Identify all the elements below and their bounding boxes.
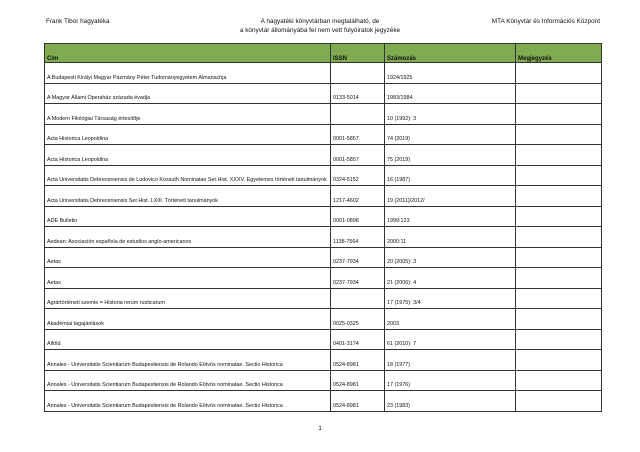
column-header-megjegyzes: Megjegyzés xyxy=(516,44,602,63)
table-body xyxy=(45,63,602,412)
table-row xyxy=(45,227,602,248)
header-left: Frank Tibor hagyatéka xyxy=(46,18,110,25)
cell-issn: 0001-5857 xyxy=(331,124,385,145)
cell-numbering: 23 (1983) xyxy=(385,391,516,412)
column-header-szamozas: Számozás xyxy=(385,44,516,63)
cell-issn: 0401-3174 xyxy=(331,329,385,350)
cell-note xyxy=(516,124,602,145)
cell-numbering: 2003 xyxy=(385,309,516,330)
table-row xyxy=(45,145,602,166)
title-line-2: a könyvtár állományába fel nem vett folyóiratok jegyzéke xyxy=(239,27,401,34)
cell-title: A Magyar Állami Operaház százada évadja xyxy=(45,83,331,104)
table-header-row xyxy=(45,44,602,63)
cell-numbering: 61 (2010): 7 xyxy=(385,329,516,350)
cell-numbering: 2000:11 xyxy=(385,227,516,248)
cell-note xyxy=(516,206,602,227)
cell-issn xyxy=(331,104,385,125)
cell-numbering: 16 (1987) xyxy=(385,165,516,186)
table-row xyxy=(45,350,602,371)
cell-note xyxy=(516,247,602,268)
cell-issn: 0001-5857 xyxy=(331,145,385,166)
cell-title: Aetas xyxy=(45,268,331,289)
header-right: MTA Könyvtár és Információs Központ xyxy=(491,18,600,25)
table-row xyxy=(45,288,602,309)
cell-title: A Modern Filológiai Társaság értesítője xyxy=(45,104,331,125)
cell-title: ADE Bulletin xyxy=(45,206,331,227)
cell-numbering: 21 (2006): 4 xyxy=(385,268,516,289)
cell-numbering: 74 (2019) xyxy=(385,124,516,145)
cell-title: Acta Universitatis Debreceniensis Ser.Hist. LXIII. Történeti tanulmányok xyxy=(45,186,331,207)
cell-note xyxy=(516,350,602,371)
cell-note xyxy=(516,227,602,248)
cell-numbering: 10 (1992): 3 xyxy=(385,104,516,125)
cell-title: Acta Historica Leopoldina xyxy=(45,145,331,166)
cell-numbering: 1983/1984 xyxy=(385,83,516,104)
cell-numbering: 1924/1925 xyxy=(385,63,516,84)
cell-issn: 0025-0325 xyxy=(331,309,385,330)
title-line-1: A hagyatéki könyvtárban megtalálható, de xyxy=(260,18,380,25)
cell-issn xyxy=(331,288,385,309)
table-row xyxy=(45,268,602,289)
cell-issn: 0324-5152 xyxy=(331,165,385,186)
cell-title: Annales - Universitatis Scientiarum Budapestiensis de Rolando Eötvös nominatae. Sectio Historica xyxy=(45,391,331,412)
cell-note xyxy=(516,309,602,330)
document-title xyxy=(200,17,440,35)
cell-issn: 0237-7934 xyxy=(331,268,385,289)
cell-note xyxy=(516,391,602,412)
column-header-cim: Cím xyxy=(45,44,331,63)
column-header-issn: ISSN xyxy=(331,44,385,63)
cell-title: A Budapesti Királyi Magyar Pázmány Péter Tudományegyetem Almanachja xyxy=(45,63,331,84)
cell-note xyxy=(516,83,602,104)
cell-title: Agrártörténeti szemle = Historia rerum rusticarum xyxy=(45,288,331,309)
cell-numbering: 20 (2005): 3 xyxy=(385,247,516,268)
table-row xyxy=(45,186,602,207)
cell-title: Aetas xyxy=(45,247,331,268)
page-number: 1 xyxy=(318,425,322,432)
table-row xyxy=(45,247,602,268)
cell-note xyxy=(516,104,602,125)
cell-note xyxy=(516,186,602,207)
cell-note xyxy=(516,329,602,350)
cell-numbering: 75 (2019) xyxy=(385,145,516,166)
cell-issn: 0524-8981 xyxy=(331,391,385,412)
cell-issn xyxy=(331,63,385,84)
cell-note xyxy=(516,165,602,186)
cell-title: Alföld xyxy=(45,329,331,350)
cell-issn: 0237-7934 xyxy=(331,247,385,268)
cell-note xyxy=(516,288,602,309)
table-row xyxy=(45,104,602,125)
cell-issn: 1138-7564 xyxy=(331,227,385,248)
cell-note xyxy=(516,63,602,84)
cell-title: Annales - Universitatis Scientiarum Budapestiensis de Rolando Eötvös nominatae. Sectio Historica xyxy=(45,350,331,371)
cell-numbering: 17 (1976) xyxy=(385,370,516,391)
table-row xyxy=(45,329,602,350)
table-row xyxy=(45,370,602,391)
table-row xyxy=(45,63,602,84)
cell-issn: 0133-5014 xyxy=(331,83,385,104)
cell-title: Acta Universitatis Debreceniensis de Ludovico Kossuth Nominatae Ser.Hist. XXXV. Egyetemes történeti tanulmányok xyxy=(45,165,331,186)
cell-title: Acta Historica Leopoldina xyxy=(45,124,331,145)
periodicals-table xyxy=(44,43,602,412)
cell-note xyxy=(516,370,602,391)
cell-note xyxy=(516,268,602,289)
cell-numbering: 19 (2011)/2012/ xyxy=(385,186,516,207)
cell-issn: 0524-8981 xyxy=(331,370,385,391)
table-row xyxy=(45,206,602,227)
table-row xyxy=(45,165,602,186)
cell-note xyxy=(516,145,602,166)
cell-issn: 0001-0898 xyxy=(331,206,385,227)
table-row xyxy=(45,309,602,330)
cell-issn: 1217-4602 xyxy=(331,186,385,207)
table-row xyxy=(45,83,602,104)
cell-numbering: 17 (1975): 3/4 xyxy=(385,288,516,309)
cell-issn: 0524-8981 xyxy=(331,350,385,371)
table-row xyxy=(45,391,602,412)
cell-numbering: 1999:123 xyxy=(385,206,516,227)
cell-title: Aedean: Asociación española de estudios anglo-americanos xyxy=(45,227,331,248)
cell-title: Akadémiai tagajánlások xyxy=(45,309,331,330)
cell-numbering: 18 (1977) xyxy=(385,350,516,371)
table-row xyxy=(45,124,602,145)
cell-title: Annales - Universitatis Scientiarum Budapestiensis de Rolando Eötvös nominatae. Sectio Historica xyxy=(45,370,331,391)
